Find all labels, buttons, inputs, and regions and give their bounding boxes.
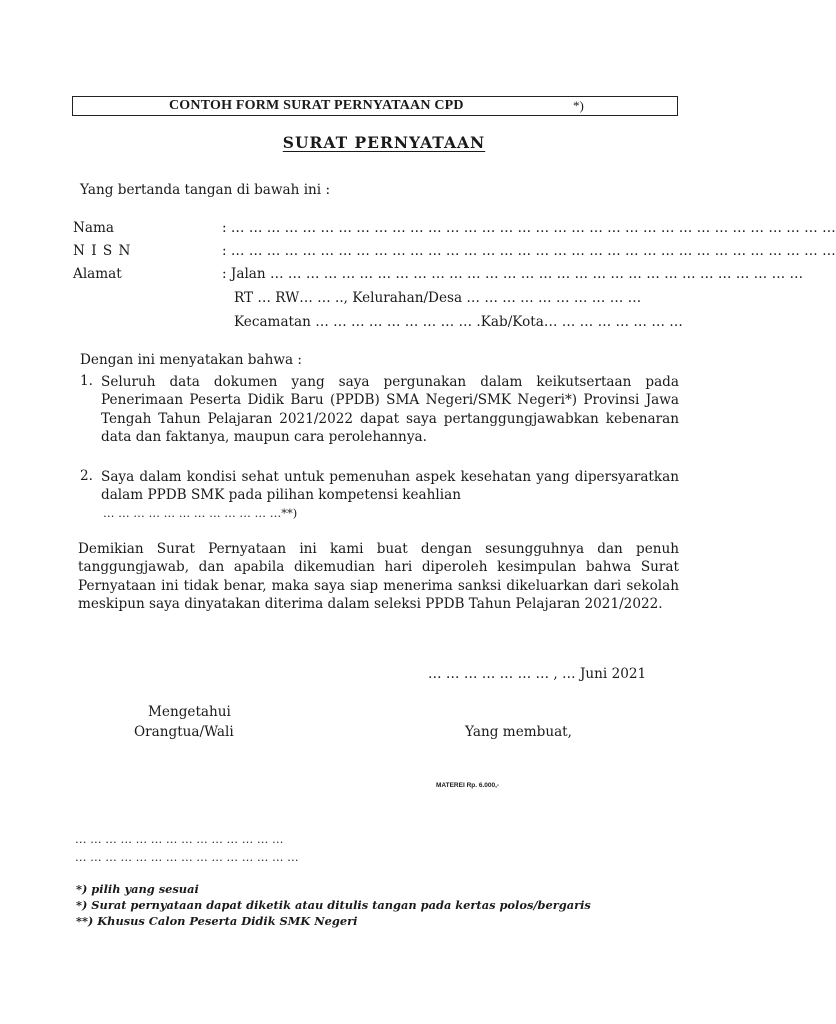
nama-label: Nama: [73, 220, 114, 236]
kompetensi-fill: … … … … … … … … … … … …**): [103, 506, 298, 520]
item-number: 1.: [80, 373, 93, 389]
sign-right-caption: Yang membuat,: [465, 724, 572, 740]
header-box: [72, 96, 678, 116]
date-line: … … … … … … … , … Juni 2021: [428, 666, 647, 682]
item-number: 2.: [80, 468, 93, 484]
document-title: SURAT PERNYATAAN: [282, 133, 486, 152]
footnote: *) pilih yang sesuai: [76, 882, 199, 896]
intro-text: Yang bertanda tangan di bawah ini :: [80, 182, 331, 198]
header-box-title: CONTOH FORM SURAT PERNYATAAN CPD: [169, 98, 464, 113]
footnote: **) Khusus Calon Peserta Didik SMK Negeri: [76, 914, 358, 928]
footnote: *) Surat pernyataan dapat diketik atau ditulis tangan pada kertas polos/bergaris: [76, 898, 591, 912]
sign-left-role: Orangtua/Wali: [134, 724, 234, 740]
sign-left-caption: Mengetahui: [148, 704, 231, 720]
signature-dots-line: … … … … … … … … … … … … … …: [75, 832, 284, 846]
signature-dots-line: … … … … … … … … … … … … … … …: [75, 850, 299, 864]
alamat-label: Alamat: [73, 266, 122, 282]
nisn-field: : … … … … … … … … … … … … … … … … … … … … … … … … … … … … … … … … … …: [222, 243, 836, 259]
alamat-field: : Jalan … … … … … … … … … … … … … … … … … … … … … … … … … … … … … …: [222, 266, 804, 282]
materai-label: MATEREI Rp. 6.000,-: [436, 782, 500, 789]
rt-rw-line: RT … RW… … .., Kelurahan/Desa … … … … … … … … … …: [234, 290, 642, 306]
closing-paragraph: Demikian Surat Pernyataan ini kami buat dengan sesungguhnya dan penuh tanggungjawab, dan apabila dikemudian hari diperoleh kesimpulan bahwa Surat Pernyataan ini tidak benar, maka saya siap menerima sanksi dikeluarkan dari sekolah meskipun saya dinyatakan diterima dalam seleksi PPDB Tahun Pelajaran 2021/2022.: [78, 541, 679, 612]
declare-intro: Dengan ini menyatakan bahwa :: [80, 352, 303, 368]
nama-field: : … … … … … … … … … … … … … … … … … … … … … … … … … … … … … … … … … …: [222, 220, 836, 236]
item-text: Saya dalam kondisi sehat untuk pemenuhan aspek kesehatan yang dipersyaratkan dalam PPDB SMK pada pilihan kompetensi keahlian: [101, 469, 679, 504]
header-box-mark: *): [573, 98, 584, 113]
nisn-label: N I S N: [73, 243, 132, 259]
item-text: Seluruh data dokumen yang saya pergunakan dalam keikutsertaan pada Penerimaan Peserta Didik Baru (PPDB) SMA Negeri/SMK Negeri*) Provinsi Jawa Tengah Tahun Pelajaran 2021/2022 dapat saya pertanggungjawabkan kebenaran data dan faktanya, maupun cara perolehannya.: [101, 374, 679, 445]
kecamatan-line: Kecamatan … … … … … … … … … .Kab/Kota… … … … … … … …: [234, 314, 683, 330]
